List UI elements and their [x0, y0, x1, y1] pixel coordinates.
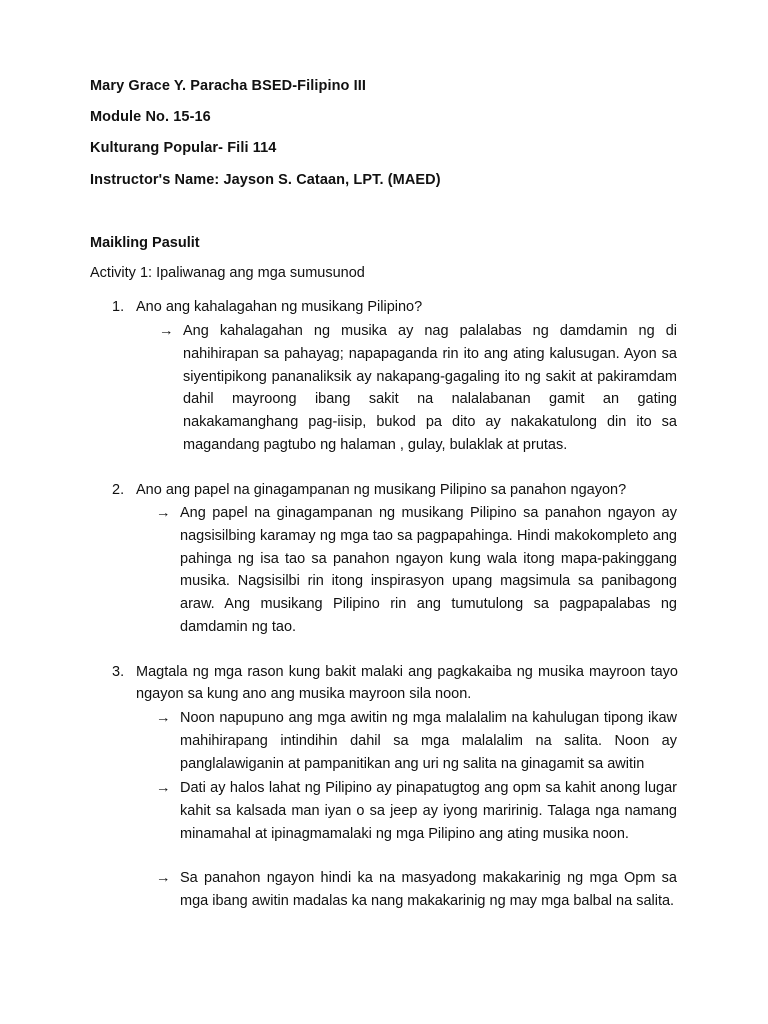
course-line: Kulturang Popular- Fili 114 — [90, 140, 277, 156]
activity-heading: Activity 1: Ipaliwanag ang mga sumusunod — [90, 265, 365, 281]
arrow-icon: → — [156, 710, 171, 726]
answer-text: Sa panahon ngayon hindi ka na masyadong makakarinig ng mga Opm sa mga ibang awitin madalas ka nang makakarinig ng may mga balbal na salita. — [180, 870, 677, 909]
module-number-line: Module No. 15-16 — [90, 109, 211, 125]
answer-2-1 — [156, 502, 677, 639]
answer-text: Noon napupuno ang mga awitin ng mga malalalim na kahulugan tipong ikaw mahihirapang intindihin dahil sa mga malalalim na salita. Noon ay panglalawiganin at pampanitikan ang uri ng salita na ginagamit sa awitin — [180, 710, 677, 772]
question-number: 2. — [112, 482, 125, 498]
question-text: Ano ang papel na ginagampanan ng musikang Pilipino sa panahon ngayon? — [136, 482, 627, 498]
answer-3-2 — [156, 777, 677, 845]
question-number: 1. — [112, 299, 125, 315]
answer-1-1 — [159, 320, 677, 457]
arrow-icon: → — [156, 505, 171, 521]
quiz-title: Maikling Pasulit — [90, 235, 200, 251]
student-name-line: Mary Grace Y. Paracha BSED-Filipino III — [90, 78, 367, 94]
question-text: Magtala ng mga rason kung bakit malaki ang pagkakaiba ng musika mayroon tayo ngayon sa kung ano ang musika mayroon sila noon. — [136, 664, 678, 702]
answer-text: Ang kahalagahan ng musika ay nag palalabas ng damdamin ng di nahihirapan sa pahayag; napapaganda rin ito ang ating kalusugan. Ayon sa siyentipikong pananaliksik ay nakapang-gagaling ito ng sakit at pakiramdam dahil mayroong ibang sakit na nalalabanan gamit an gating nakakamanghang pag-iisip, bukod pa dito ay nakakatulong din ito sa magandang pagtubo ng halaman , gulay, bulaklak at prutas. — [183, 323, 677, 453]
question-3 — [112, 661, 678, 705]
instructor-line: Instructor's Name: Jayson S. Cataan, LPT. (MAED) — [90, 172, 441, 188]
question-2 — [112, 479, 692, 501]
question-1 — [112, 296, 692, 318]
arrow-icon: → — [156, 780, 171, 796]
answer-3-3 — [156, 867, 677, 913]
arrow-icon: → — [159, 323, 174, 339]
arrow-icon: → — [156, 870, 171, 886]
question-text: Ano ang kahalagahan ng musikang Pilipino? — [136, 299, 423, 315]
question-number: 3. — [112, 664, 125, 680]
answer-3-1 — [156, 707, 677, 775]
answer-text: Dati ay halos lahat ng Pilipino ay pinapatugtog ang opm sa kahit anong lugar kahit sa kalsada man iyan o sa jeep ay iyong maririnig. Talaga nga namang minamahal at ipinagmamalaki ng mga Pilipino ang ating musika noon. — [180, 780, 677, 842]
answer-text: Ang papel na ginagampanan ng musikang Pilipino sa panahon ngayon ay nagsisilbing karamay ng mga tao sa pagpapahinga. Hindi makokompleto ang pahinga ng isa tao sa panahon ngayon kung wala itong mapa-pakinggang musika. Nagsisilbi rin itong inspirasyon upang magsimula sa panibagong araw. Ang musikang Pilipino rin ang tumutulong sa pagpapalabas ng damdamin ng tao. — [180, 505, 677, 635]
